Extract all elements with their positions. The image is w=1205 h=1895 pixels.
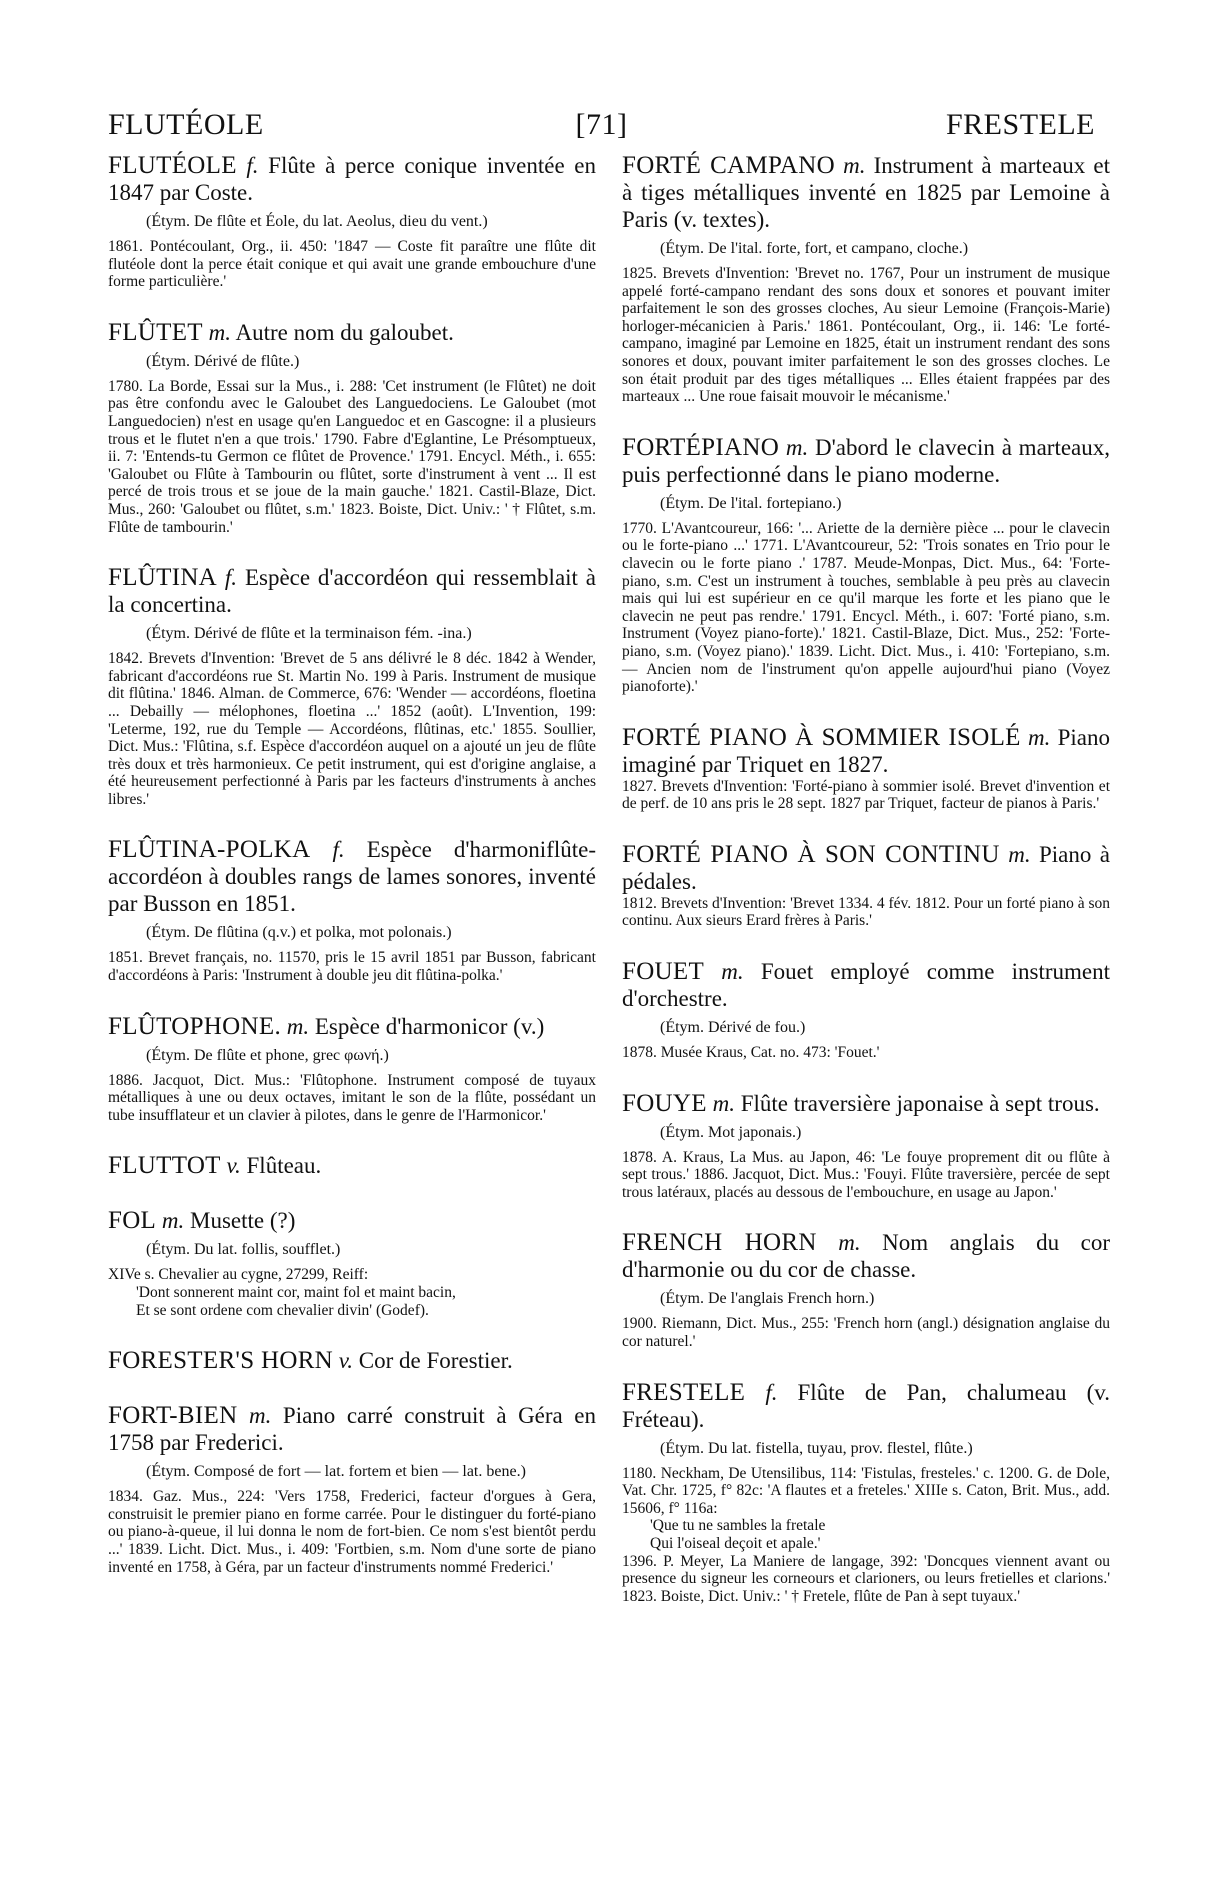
entry-definition-line: [622, 724, 1110, 778]
entry-headword: FLÛTINA: [108, 564, 218, 592]
entry-etymology: (Étym. Dérivé de flûte.): [146, 352, 300, 370]
entry-citation: 1878. Musée Kraus, Cat. no. 473: 'Fouet.': [622, 1044, 880, 1062]
entry-definition: Flûteau.: [246, 1153, 322, 1179]
entry-part-of-speech: m.: [161, 1208, 185, 1234]
entry-definition-line: [108, 836, 596, 917]
entry-etymology: (Étym. Mot japonais.): [660, 1123, 802, 1141]
entry-definition-line: [108, 1347, 596, 1374]
entry-headword: FLUTTOT: [108, 1152, 221, 1180]
entry-etymology: (Étym. De l'anglais French horn.): [660, 1290, 875, 1308]
entry-definition: Fouet employé comme instrument d'orchestre.: [622, 959, 1111, 1012]
dictionary-entry: [622, 841, 1110, 930]
dictionary-entry: [108, 1347, 596, 1374]
entry-headword: FLÛTET: [108, 318, 203, 346]
entry-definition-line: [108, 1402, 596, 1456]
entry-part-of-speech: v.: [338, 1348, 354, 1374]
entry-definition-line: [622, 1090, 1110, 1117]
entry-part-of-speech: m.: [1008, 841, 1031, 867]
entry-part-of-speech: v.: [226, 1153, 241, 1179]
entry-definition: Espèce d'harmoniflûte-accordéon à doubles rangs de lames sonores, inventé par Busson en 1851.: [108, 837, 597, 917]
entry-citation: 1827. Brevets d'Invention: 'Forté-piano à sommier isolé. Brevet d'invention et de perf. de 10 ans pris le 28 sept. 1827 par Triquet, facteur de pianos à Paris.': [622, 777, 1110, 813]
entry-part-of-speech: f.: [224, 565, 238, 591]
entry-part-of-speech: f.: [246, 153, 259, 178]
dictionary-entry: [108, 564, 596, 808]
dictionary-entry: [622, 1090, 1110, 1202]
entry-definition-line: [108, 1207, 596, 1234]
entry-etymology: (Étym. De flûte et phone, grec φωνή.): [146, 1046, 389, 1064]
entry-definition-line: [108, 319, 596, 346]
entry-definition: Piano imaginé par Triquet en 1827.: [622, 724, 1110, 777]
left-column: [108, 152, 596, 1604]
dictionary-entry: [108, 1013, 596, 1125]
entry-part-of-speech: m.: [1027, 724, 1051, 750]
entry-headword: FORTÉ CAMPANO: [622, 152, 835, 179]
entry-definition: Espèce d'harmonicor (v.): [314, 1013, 545, 1039]
entry-definition: Piano à pédales.: [622, 841, 1111, 894]
entry-etymology: (Étym. De l'ital. fortepiano.): [660, 494, 842, 512]
entry-headword: FORTÉPIANO: [622, 433, 780, 461]
entry-verse-line: Et se sont ordene com chevalier divin' (Godef).: [136, 1301, 429, 1319]
entry-etymology: (Étym. De l'ital. forte, fort, et campano, cloche.): [660, 240, 969, 257]
entry-definition-line: [622, 1229, 1110, 1283]
entry-definition-line: [108, 1013, 596, 1040]
entry-headword: FLÛTOPHONE.: [108, 1012, 281, 1040]
entry-citation: 1825. Brevets d'Invention: 'Brevet no. 1767, Pour un instrument de musique appelé forté-campano rendant des sons doux et sonores et pouvant imiter parfaitement le son des grosses cloches, Au sieur Lemoine (François-Marie) horloger-mécanicien à Paris.' 1861. Pontécoulant, Org., ii. 146: 'Le forté-campano, imaginé par Lemoine en 1825, était un instrument rendant des sons sonores et doux, pouvant imiter parfaitement le son des grosses cloches. Le son était produit par des tiges métalliques ... Elles étaient frappées par des marteaux ... Une roue faisait mouvoir le mécanisme.': [622, 265, 1110, 406]
entry-headword: FLÛTINA-POLKA: [108, 836, 311, 864]
entry-citation: 1878. A. Kraus, La Mus. au Japon, 46: 'Le fouye proprement dit ou flûte à sept trous.' 1886. Jacquot, Dict. Mus.: 'Fouyi. Flûte traversière, percée de sept trous latéraux, placés au dessous de l'embouchure, en usage au Japon.': [622, 1148, 1110, 1201]
dictionary-entry: [108, 152, 596, 291]
dictionary-entry: [622, 1379, 1110, 1606]
entry-definition-line: [108, 1152, 596, 1179]
entry-part-of-speech: m.: [249, 1403, 272, 1429]
dictionary-entry: [108, 1207, 596, 1319]
entry-citation: 1900. Riemann, Dict. Mus., 255: 'French horn (angl.) désignation anglaise du cor naturel.': [622, 1315, 1110, 1351]
entry-headword: FOUYE: [622, 1089, 707, 1117]
dictionary-entry: [622, 724, 1110, 813]
entry-citation: 1780. La Borde, Essai sur la Mus., i. 288: 'Cet instrument (le Flûtet) ne doit pas être confondu avec le Galoubet des Languedociens. Le Galoubet (mot Languedocien) n'est en usage qu'en Languedoc et en Gascogne: il a plusieurs trous et le flutet n'en a que trois.' 1790. Fabre d'Eglantine, Le Présomptueux, ii. 7: 'Entends-tu Germon ce flûtet de Provence.' 1791. Encycl. Méth., i. 655: 'Galoubet ou Flûte à Tambourin ou flûtet, sorte d'instrument à vent ... Il est percé de trois trous et se joue de la main gauche.' 1821. Castil-Blaze, Dict. Mus., 260: 'Galoubet ou flûtet, s.m.' 1823. Boiste, Dict. Univ.: ' † Flûtet, s.m. Flûte de tambourin.': [108, 377, 596, 536]
entry-headword: FORT-BIEN: [108, 1402, 238, 1430]
entry-verse-line: 'Dont sonnerent maint cor, maint fol et maint bacin,: [136, 1284, 456, 1302]
entry-headword: FOUET: [622, 958, 705, 986]
entry-headword: FORTÉ PIANO À SON CONTINU: [622, 840, 1000, 868]
entry-verse-line: 'Que tu ne sambles la fretale: [650, 1517, 826, 1535]
entry-headword: FLUTÉOLE: [108, 152, 237, 179]
entry-headword: FOL: [108, 1207, 157, 1235]
entry-part-of-speech: m.: [208, 319, 231, 345]
dictionary-entry: [108, 1402, 596, 1576]
entry-part-of-speech: m.: [843, 153, 866, 178]
dictionary-entry: [622, 152, 1110, 406]
entry-citation: 1851. Brevet français, no. 11570, pris le 15 avril 1851 par Busson, fabricant d'accordéons à Paris: 'Instrument à double jeu dit flûtina-polka.': [108, 949, 596, 985]
entry-definition: Piano carré construit à Géra en 1758 par Frederici.: [108, 1403, 596, 1456]
entry-citation: 1812. Brevets d'Invention: 'Brevet 1334. 4 fév. 1812. Pour un forté piano à son continu. Aux sieurs Erard frères à Paris.': [622, 894, 1111, 930]
entry-verse-line: Qui l'oiseal deçoit et apale.': [650, 1535, 821, 1552]
running-head: [108, 108, 1095, 148]
entry-citation: 1770. L'Avantcoureur, 166: '... Ariette de la dernière pièce ... pour le clavecin ou le forte-piano ...' 1771. L'Avantcoureur, 52: 'Trois sonates en Trio pour le clavecin ou le forte piano .' 1787. Meude-Monpas, Dict. Mus., 64: 'Forte-piano, s.m. C'est un instrument à touches, semblable à peu près au clavecin mais qui lui est supérieur en ce qu'il marque les forte et les piano que le clavecin ne peut pas rendre.' 1791. Encycl. Méth., i. 607: 'Forté piano, s.m. Instrument (Voyez piano-forte).' 1821. Castil-Blaze, Dict. Mus., 252: 'Forte-piano, s.m. (Voyez piano).' 1839. Licht. Dict. Mus., i. 410: 'Fortepiano, s.m. — Ancien nom de l'instrument qu'on appelle aujourd'hui piano (Voyez pianoforte).': [622, 519, 1110, 696]
entry-part-of-speech: m.: [286, 1013, 310, 1039]
entry-citation: XIVe s. Chevalier au cygne, 27299, Reiff:: [108, 1266, 369, 1284]
entry-etymology: (Étym. Dérivé de fou.): [660, 1019, 806, 1037]
entry-etymology: (Étym. De flûte et Éole, du lat. Aeolus, dieu du vent.): [146, 213, 488, 230]
entry-citation: 1842. Brevets d'Invention: 'Brevet de 5 ans délivré le 8 déc. 1842 à Wender, fabricant d'accordéons rue St. Martin No. 199 à Paris. Instrument de musique dit flûtina.' 1846. Alman. de Commerce, 676: 'Wender — accordéons, floetina ... Debailly — mélophones, floetina ...' 1852 (août). L'Invention, 199: 'Leterme, 192, rue du Temple — Accordéons, flûtinas, etc.' 1855. Soullier, Dict. Mus.: 'Flûtina, s.f. Espèce d'accordéon auquel on a ajouté un jeu de flûte très doux et très harmonieux. Ce petit instrument, qui est d'origine anglaise, a été heureusement perfectionné à Paris par les facteurs d'instruments à anches libres.': [108, 650, 596, 808]
entry-definition-line: [622, 1379, 1110, 1433]
dictionary-entry: [108, 1152, 596, 1179]
entry-citation: 1886. Jacquot, Dict. Mus.: 'Flûtophone. Instrument composé de tuyaux métalliques à une ou deux octaves, imitant le son de la flûte, possédant un tube insufflateur et un clavier à pilotes, dans le genre de l'Harmonicor.': [108, 1071, 596, 1124]
entry-definition: Cor de Forestier.: [358, 1348, 513, 1374]
entry-etymology: (Étym. Composé de fort — lat. fortem et bien — lat. bene.): [146, 1463, 526, 1481]
entry-definition-line: [622, 841, 1110, 895]
entry-part-of-speech: m.: [785, 434, 809, 460]
right-column: [622, 152, 1110, 1633]
entry-definition: Musette (?): [190, 1208, 296, 1234]
entry-definition: Flûte à perce conique inventée en 1847 par Coste.: [108, 153, 596, 205]
entry-citation: 1834. Gaz. Mus., 224: 'Vers 1758, Frederici, facteur d'orgues à Gera, construisit le premier piano en forme carrée. Pour le distinguer du forté-piano ou piano-à-queue, il lui donna le nom de fort-bien. Ce nom s'est bientôt perdu ...' 1839. Licht. Dict. Mus., i. 409: 'Fortbien, s.m. Nom d'une sorte de piano inventé en 1758, à Géra, par un facteur d'instruments nommé Frederici.': [108, 1488, 596, 1576]
entry-etymology: (Étym. Du lat. fistella, tuyau, prov. flestel, flûte.): [660, 1439, 973, 1457]
entry-definition-line: [622, 958, 1110, 1012]
entry-part-of-speech: m.: [712, 1090, 735, 1116]
entry-citation: 1396. P. Meyer, La Maniere de langage, 392: 'Doncques viennent avant ou presence du signeur les corneours et clarioners, ou leurs fretielles et clarions.' 1823. Boiste, Dict. Univ.: ' † Fretele, flûte de Pan à sept tuyaux.': [622, 1552, 1110, 1605]
entry-definition: D'abord le clavecin à marteaux, puis perfectionné dans le piano moderne.: [622, 434, 1110, 487]
entry-definition-line: [108, 152, 596, 206]
entry-definition-line: [622, 434, 1110, 488]
dictionary-entry: [108, 836, 596, 984]
entry-definition: Nom anglais du cor d'harmonie ou du cor de chasse.: [622, 1230, 1111, 1283]
entry-etymology: (Étym. Du lat. follis, soufflet.): [146, 1241, 341, 1259]
entry-headword: FRESTELE: [622, 1378, 746, 1406]
entry-citation: 1861. Pontécoulant, Org., ii. 450: '1847 — Coste fit paraître une flûte dit flutéole dont la perce était conique et qui avait une grande embouchure d'une forme particulière.': [108, 238, 596, 291]
entry-definition: Espèce d'accordéon qui ressemblait à la concertina.: [108, 565, 597, 618]
entry-headword: FORTÉ PIANO À SOMMIER ISOLÉ: [622, 723, 1021, 751]
page-number: [71]: [575, 108, 628, 141]
entry-definition: Flûte traversière japonaise à sept trous.: [740, 1090, 1100, 1116]
running-head-left: FLUTÉOLE: [108, 108, 264, 141]
entry-headword: FORESTER'S HORN: [108, 1347, 334, 1375]
entry-definition-line: [622, 152, 1110, 233]
entry-definition: Flûte de Pan, chalumeau (v. Fréteau).: [622, 1379, 1111, 1432]
dictionary-entry: [622, 434, 1110, 696]
entry-part-of-speech: f.: [765, 1379, 778, 1405]
entry-definition: Autre nom du galoubet.: [235, 319, 454, 345]
entry-headword: FRENCH HORN: [622, 1229, 817, 1257]
entry-definition: Instrument à marteaux et à tiges métalliques inventé en 1825 par Lemoine à Paris (v. textes).: [622, 153, 1111, 232]
running-head-right: FRESTELE: [945, 108, 1095, 141]
entry-citation: 1180. Neckham, De Utensilibus, 114: 'Fistulas, fresteles.' c. 1200. G. de Dole, Vat. Chr. 1725, f° 82c: 'A flautes et a freteles.' XIIIe s. Caton, Brit. Mus., add. 15606, f° 116a:: [622, 1464, 1110, 1517]
entry-definition-line: [108, 564, 596, 618]
entry-part-of-speech: m.: [721, 959, 744, 985]
entry-part-of-speech: m.: [838, 1230, 861, 1256]
dictionary-entry: [622, 1229, 1110, 1350]
dictionary-entry: [108, 319, 596, 536]
entry-part-of-speech: f.: [332, 837, 345, 863]
entry-etymology: (Étym. De flûtina (q.v.) et polka, mot polonais.): [146, 924, 452, 942]
entry-etymology: (Étym. Dérivé de flûte et la terminaison fém. -ina.): [146, 625, 472, 643]
dictionary-entry: [622, 958, 1110, 1062]
